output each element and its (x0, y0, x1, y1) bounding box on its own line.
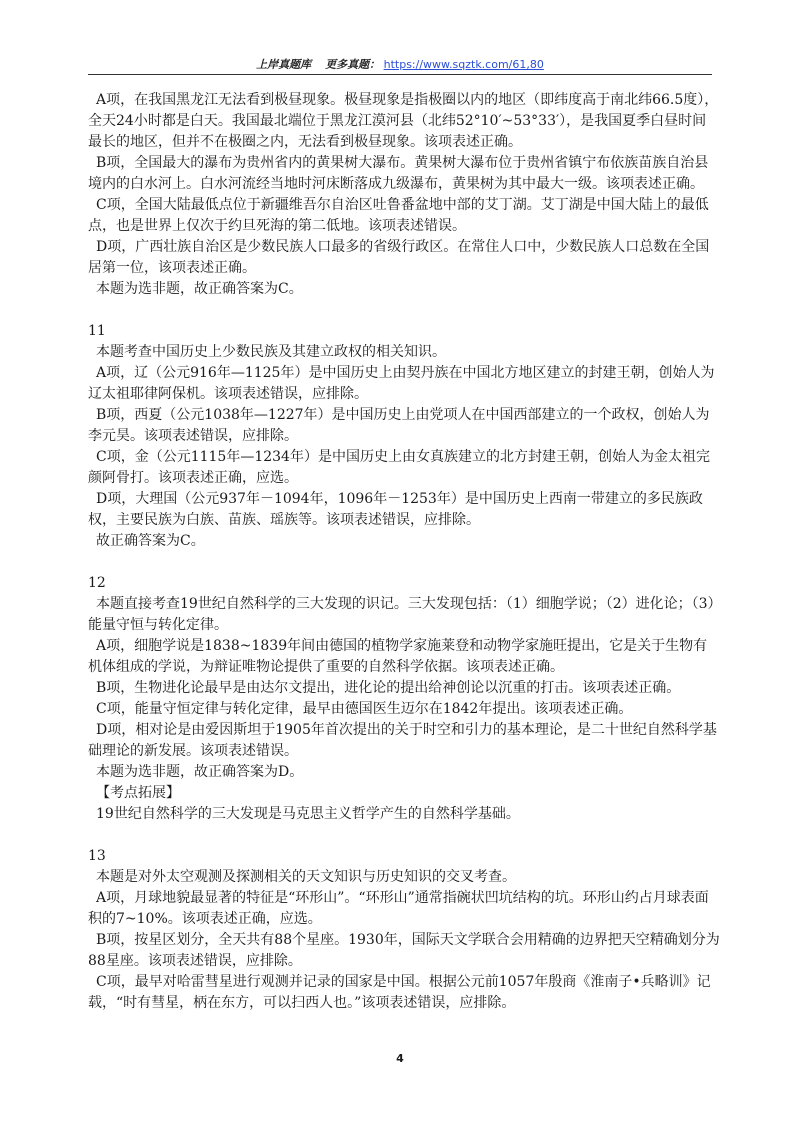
answer-paragraph: D项，广西壮族自治区是少数民族人口最多的省级行政区。在常住人口中，少数民族人口总数在全国居第一位，该项表述正确。 (88, 239, 710, 276)
answer-paragraph: 【考点拓展】 (96, 785, 180, 801)
answer-paragraph: B项，生物进化论最早是由达尔文提出，进化论的提出给神创论以沉重的打击。该项表述正确。 (96, 680, 681, 696)
section-gap (88, 552, 720, 573)
question-number: 12 (88, 575, 106, 591)
header-rule (88, 74, 712, 75)
answer-paragraph: C项，金（公元1115年—1234年）是中国历史上由女真族建立的北方封建王朝，创始人为金太祖完颜阿骨打。该项表述正确，应选。 (88, 449, 710, 486)
answer-paragraph: 本题考查中国历史上少数民族及其建立政权的相关知识。 (96, 344, 446, 360)
header-label: 更多真题： (325, 58, 381, 71)
answer-paragraph: A项，辽（公元916年—1125年）是中国历史上由契丹族在中国北方地区建立的封建王朝，创始人为辽太祖耶律阿保机。该项表述错误，应排除。 (88, 365, 715, 402)
answer-paragraph: A项，月球地貌最显著的特征是“环形山”。“环形山”通常指碗状凹坑结构的坑。环形山约占月球表面积的7~10%。该项表述正确，应选。 (88, 890, 709, 927)
header-url-link[interactable]: https://www.sqztk.com/61,80 (383, 58, 544, 71)
answer-paragraph: A项，在我国黑龙江无法看到极昼现象。极昼现象是指极圈以内的地区（即纬度高于南北纬66.5度），全天24小时都是白天。我国最北端位于黑龙江漠河县（北纬52°10′~53°33′），是我国夏季白昼时间最长的地区，但并不在极圈之内，无法看到极昼现象。该项表述正确。 (88, 92, 719, 150)
answer-paragraph: 本题为选非题，故正确答案为C。 (96, 281, 303, 297)
answer-paragraph: 19世纪自然科学的三大发现是马克思主义哲学产生的自然科学基础。 (96, 806, 520, 822)
answer-paragraph: 本题是对外太空观测及探测相关的天文知识与历史知识的交叉考查。 (96, 869, 516, 885)
answer-paragraph: B项，西夏（公元1038年—1227年）是中国历史上由党项人在中国西部建立的一个政权，创始人为李元昊。该项表述错误，应排除。 (88, 407, 710, 444)
answer-paragraph: 本题直接考查19世纪自然科学的三大发现的识记。三大发现包括：（1）细胞学说；（2）进化论；（3）能量守恒与转化定律。 (88, 596, 715, 633)
answer-paragraph: D项，相对论是由爱因斯坦于1905年首次提出的关于时空和引力的基本理论，是二十世纪自然科学基础理论的新发展。该项表述错误。 (88, 722, 717, 759)
answer-paragraph: 本题为选非题，故正确答案为D。 (96, 764, 304, 780)
answer-paragraph: C项，能量守恒定律与转化定律，最早由德国医生迈尔在1842年提出。该项表述正确。 (96, 701, 633, 717)
answer-paragraph: D项，大理国（公元937年－1094年，1096年－1253年）是中国历史上西南一带建立的多民族政权，主要民族为白族、苗族、瑶族等。该项表述错误，应排除。 (88, 491, 703, 528)
answer-paragraph: C项，最早对哈雷彗星进行观测并记录的国家是中国。根据公元前1057年殷商《淮南子•兵略训》记载，“时有彗星，柄在东方，可以扫西人也。”该项表述错误，应排除。 (88, 974, 711, 1011)
page-number: 4 (396, 1052, 404, 1065)
answer-paragraph: B项，全国最大的瀑布为贵州省内的黄果树大瀑布。黄果树大瀑布位于贵州省镇宁布依族苗族自治县境内的白水河上。白水河流经当地时河床断落成九级瀑布，黄果树为其中最大一级。该项表述正确。 (88, 155, 709, 192)
question-number: 13 (88, 848, 106, 864)
document-body (88, 90, 720, 1014)
question-number: 11 (88, 323, 106, 339)
section-gap (88, 300, 720, 321)
answer-paragraph: A项，细胞学说是1838~1839年间由德国的植物学家施莱登和动物学家施旺提出，它是关于生物有机体组成的学说，为辩证唯物论提供了重要的自然科学依据。该项表述正确。 (88, 638, 708, 675)
answer-paragraph: B项，按星区划分，全天共有88个星座。1930年，国际天文学联合会用精确的边界把天空精确划分为88星座。该项表述错误，应排除。 (88, 932, 720, 969)
page-header (0, 56, 800, 72)
answer-paragraph: C项，全国大陆最低点位于新疆维吾尔自治区吐鲁番盆地中部的艾丁湖。艾丁湖是中国大陆上的最低点，也是世界上仅次于约旦死海的第二低地。该项表述错误。 (88, 197, 709, 234)
answer-paragraph: 故正确答案为C。 (96, 533, 205, 549)
header-brand: 上岸真题库 (256, 58, 312, 71)
section-gap (88, 825, 720, 846)
